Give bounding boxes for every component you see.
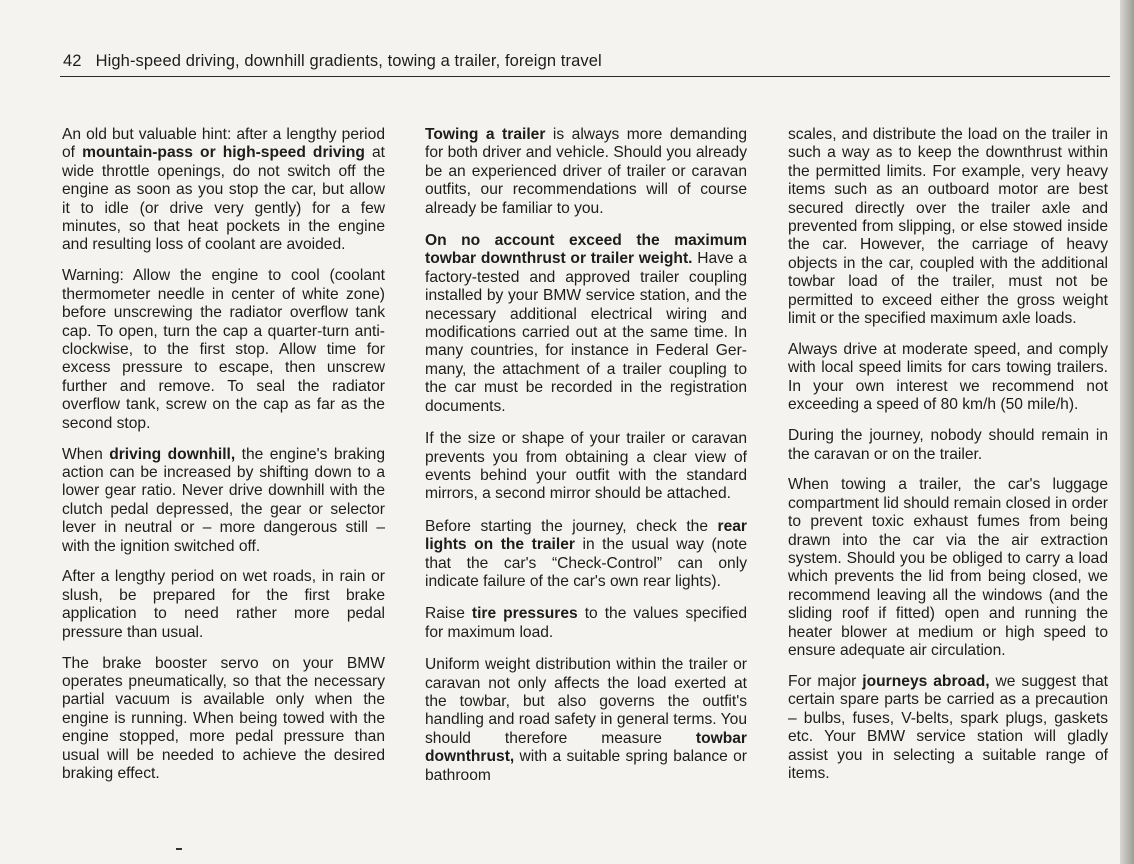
bold-run: towbar downthrust, (425, 729, 747, 766)
text-column-3 (788, 126, 1108, 796)
paragraph (788, 476, 1108, 660)
page-title: High-speed driving, downhill gradients, towing a trailer, foreign travel (95, 52, 602, 70)
paragraph (62, 126, 385, 255)
paragraph (425, 605, 747, 642)
text-run: An old but valuable hint: after a lengthy period of (62, 126, 385, 162)
bold-run: rear lights on the trailer (425, 517, 747, 554)
header-rule (60, 76, 1110, 77)
text-run: During the journey, nobody should remain in the caravan or on the trailer. (788, 427, 1108, 463)
text-run: we suggest that certain spare parts be carried as a precaution – bulbs, fuses, V-belts, spark plugs, gaskets etc. Your BMW service station will gladly assist you in selecting a suitable range of items. (788, 672, 1108, 782)
text-run: After a lengthy period on wet roads, in rain or slush, be prepared for the first brake application to need rather more pedal pressure than usual. (62, 568, 385, 641)
text-run: scales, and distribute the load on the trailer in such a way as to keep the downthrust within the permitted limits. For example, very heavy items such as an outboard motor are best secured directly over the trailer axle and prevented from slipping, or else stowed inside the car. However, the carriage of heavy objects in the car, coupled with the additional towbar load of the trailer, must not be permitted to exceed either the gross weight limit or the specified maximum axle loads. (788, 126, 1108, 328)
paragraph (425, 518, 747, 592)
bold-run: driving downhill, (109, 445, 236, 463)
text-run: with a suitable spring balance or bathroom (425, 748, 747, 784)
bold-run: tire pressures (471, 605, 578, 623)
text-run: Uniform weight distribution within the trailer or caravan not only affects the load exerted at the towbar, but also governs the outfit's handling and road safety in general terms. You should therefore measure (425, 656, 747, 747)
page-edge-shadow (1120, 0, 1134, 864)
bold-run: Towing a trailer (425, 126, 546, 143)
text-run: Always drive at moderate speed, and comply with local speed limits for cars towing trailers. In your own interest we recommend not exceeding a speed of 80 km/h (50 mile/h). (788, 340, 1108, 414)
paragraph (788, 427, 1108, 464)
page-number: 42 (63, 52, 82, 70)
text-run: in the usual way (note that the car's “Check-Control” can only indicate failure of the car's own rear lights). (425, 536, 748, 590)
text-run: is always more demanding for both driver and vehicle. Should you already be an experienced driver of trailer or caravan outfits, our recommendations will of course already be familiar to you. (425, 126, 747, 217)
paragraph (425, 656, 747, 785)
text-run: For major (788, 672, 863, 690)
paragraph (425, 126, 747, 218)
page-mark (176, 848, 182, 850)
text-run: to the values specified for maximum load. (425, 605, 748, 641)
text-run: Warning: Allow the engine to cool (coolant thermometer needle in center of white zone) before unscrewing the radiator overflow tank cap. To open, turn the cap a quarter-turn anti-clockwise, to the first stop. Allow time for excess pressure to escape, then unscrew further and remove. To seal the radiator overflow tank, screw on the cap as far as the second stop. (62, 267, 385, 432)
bold-run: mountain-pass or high-speed driving (82, 144, 365, 162)
paragraph (788, 126, 1108, 328)
text-run: When towing a trailer, the car's luggage compartment lid should remain closed in order to prevent toxic exhaust fumes from being drawn into the car via the air extraction system. Should you be obliged to carry a load which prevents the lid from being closed, we recommend leaving all the windows (and the sliding roof if fitted) open and running the heater blower at medium or high speed to ensure adequate air circulation. (788, 476, 1108, 660)
page-header (63, 52, 602, 71)
text-run: at wide throttle openings, do not switch off the engine as soon as you stop the car, but allow it to idle (or drive very gently) for a few minutes, so that heat pockets in the engine and resulting loss of coolant are avoided. (62, 144, 385, 254)
bold-run: On no account exceed the maximum towbar downthrust or trailer weight. (425, 232, 747, 268)
paragraph (788, 341, 1108, 415)
paragraph (62, 267, 385, 433)
paragraph (62, 446, 385, 556)
paragraph (62, 655, 385, 784)
text-run: the engine's braking action can be increased by shifting down to a lower gear ratio. Never drive downhill with the clutch pedal depressed, the gear or selector lever in neutral or – more dangerous still – with the ignition switched off. (62, 445, 385, 555)
paragraph (62, 568, 385, 642)
text-run: Raise (425, 605, 472, 623)
text-run: Before starting the journey, check the (425, 517, 718, 535)
text-run: If the size or shape of your trailer or caravan prevents you from obtaining a clear view of events behind your outfit with the standard mirrors, a second mirror should be attached. (425, 430, 747, 503)
paragraph (425, 232, 747, 416)
text-run: When (62, 445, 110, 463)
text-run: Have a factory-tested and approved trailer coupling installed by your BMW service station, and the necessary additional electrical wiring and modifications carried out at the same time. In many countries, for instance in Federal Germany, the attachment of a trailer coupling to the car must be recorded in the registration documents. (425, 250, 747, 415)
paragraph (788, 673, 1108, 783)
bold-run: journeys abroad, (862, 672, 990, 690)
text-column-2 (425, 126, 747, 799)
text-run: The brake booster servo on your BMW operates pneumatically, so that the necessary partial vacuum is available only when the engine is running. When being towed with the engine stopped, more pedal pressure than usual will be needed to achieve the desired braking effect. (62, 654, 385, 782)
paragraph (425, 430, 747, 504)
text-column-1 (62, 126, 385, 796)
